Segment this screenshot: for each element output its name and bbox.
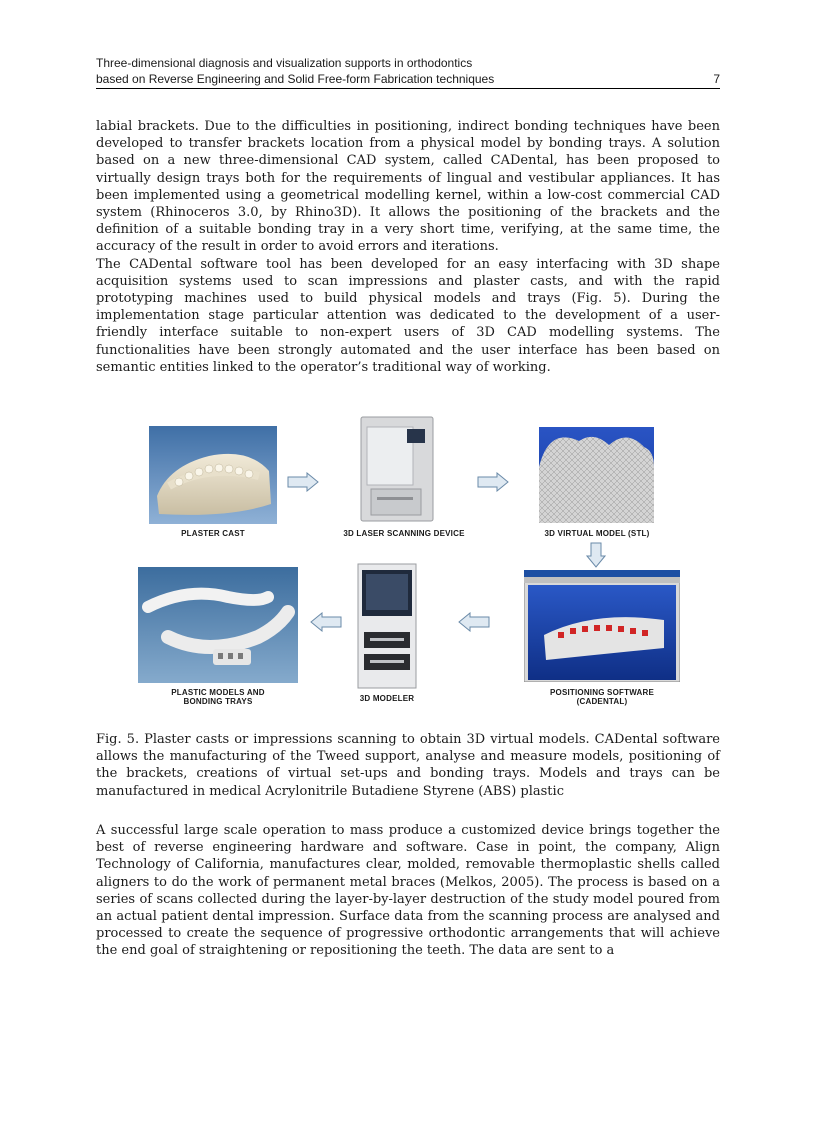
positioning-software-image xyxy=(524,570,680,682)
figure-5 xyxy=(132,412,684,712)
label-plastic-models-line1: PLASTIC MODELS AND xyxy=(171,688,265,697)
label-positioning-line2: (CADENTAL) xyxy=(576,697,628,706)
label-laser-scanning: 3D LASER SCANNING DEVICE xyxy=(343,529,465,538)
header-title-line1: Three-dimensional diagnosis and visualization supports in orthodontics xyxy=(96,56,473,70)
body-text-bottom xyxy=(96,822,720,960)
arrow-left-icon xyxy=(458,612,490,632)
page-number: 7 xyxy=(713,72,720,86)
virtual-model-image xyxy=(539,427,654,523)
paragraph: The CADental software tool has been developed for an easy interfacing with 3D shape acquisition systems used to scan impressions and plaster casts, and with the rapid prototyping machines used to build physical models and trays (Fig. 5). During the implementation stage particular attention was dedicated to the development of a user-friendly interface suitable to non-expert users of 3D CAD modelling systems. The functionalities have been strongly automated and the user interface has been based on semantic entities linked to the operator’s traditional way of working. xyxy=(96,256,720,375)
figure-caption xyxy=(96,731,720,800)
plastic-models-image xyxy=(138,567,298,683)
arrow-down-icon xyxy=(586,542,606,568)
header-title-line2-row xyxy=(96,71,720,89)
label-plastic-models xyxy=(138,688,298,706)
body-text-top xyxy=(96,118,720,376)
label-plaster-cast: PLASTER CAST xyxy=(181,529,245,538)
paragraph: A successful large scale operation to mass produce a customized device brings together the best of reverse engineering hardware and software. Case in point, the company, Align Technology of California, manufactures clear, molded, removable thermoplastic shells called aligners to do the work of permanent metal braces (Melkos, 2005). The process is based on a series of scans collected during the layer-by-layer destruction of the study model poured from an actual patient dental impression. Surface data from the scanning process are analysed and processed to create the sequence of progressive orthodontic arrangements that will achieve the end goal of straightening or repositioning the teeth. The data are sent to a xyxy=(96,823,720,959)
running-header xyxy=(96,55,720,89)
paragraph: labial brackets. Due to the difficulties in positioning, indirect bonding techniques have been developed to transfer brackets location from a physical model by bonding trays. A solution based on a new three-dimensional CAD system, called CADental, has been proposed to virtually design trays both for the requirements of lingual and vestibular appliances. It has been implemented using a geometrical modelling kernel, within a low-cost commercial CAD system (Rhinoceros 3.0, by Rhino3D). It allows the positioning of the brackets and the definition of a suitable bonding tray in a very short time, verifying, at the same time, the accuracy of the result in order to avoid errors and iterations. xyxy=(96,119,720,255)
label-modeler: 3D MODELER xyxy=(359,694,415,703)
plaster-cast-image xyxy=(149,426,277,524)
laser-scanner-image xyxy=(357,415,439,525)
caption-text: Fig. 5. Plaster casts or impressions scanning to obtain 3D virtual models. CADental software allows the manufacturing of the Tweed support, analyse and measure models, positioning of the brackets, creations of virtual set-ups and bonding trays. Models and trays can be manufactured in medical Acrylonitrile Butadiene Styrene (ABS) plastic xyxy=(96,732,720,799)
label-plastic-models-line2: BONDING TRAYS xyxy=(183,697,253,706)
arrow-right-icon xyxy=(477,472,509,492)
header-title-line2: based on Reverse Engineering and Solid Free-form Fabrication techniques xyxy=(96,72,495,86)
arrow-left-icon xyxy=(310,612,342,632)
label-virtual-model: 3D VIRTUAL MODEL (STL) xyxy=(544,529,650,538)
modeler-machine-image xyxy=(356,562,418,690)
label-positioning-line1: POSITIONING SOFTWARE xyxy=(549,688,654,697)
arrow-right-icon xyxy=(287,472,319,492)
label-positioning-software xyxy=(524,688,680,706)
